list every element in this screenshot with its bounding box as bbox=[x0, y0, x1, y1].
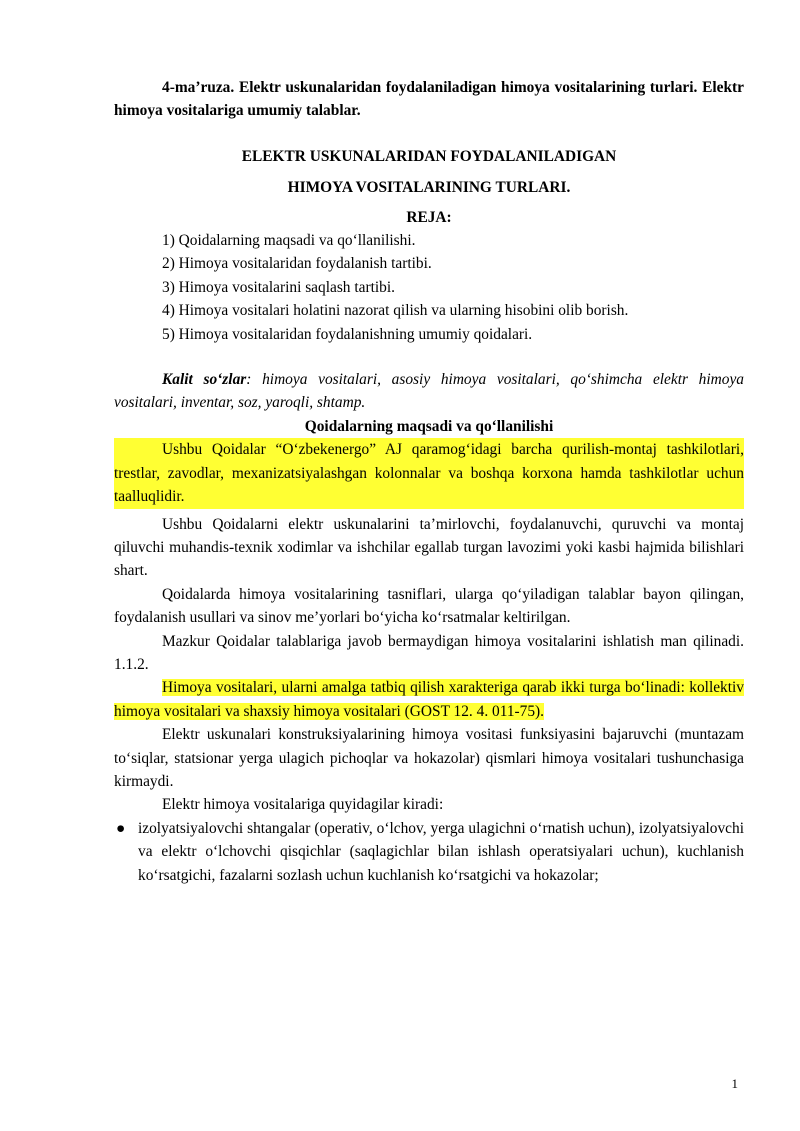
paragraph-highlighted: Ushbu Qoidalar “O‘zbekenergo” AJ qaramog‘idagi barcha qurilish-montaj tashkilotlari, trestlar, zavodlar, mexanizatsiyalashgan kolonnalar va boshqa korxona hamda tashkilotlar uchun taalluqlidir. bbox=[114, 438, 744, 508]
bullet-text: izolyatsiyalovchi shtangalar (operativ, o‘lchov, yerga ulagichni o‘rnatish uchun), izolyatsiyalovchi va elektr o‘lchovchi qisqichlar (saqlagichlar bilan ishlash operatsiyalari uchun), kuchlanish ko‘rsatgichi, fazalarni sozlash uchun kuchlanish ko‘rsatgichi va hokazolar; bbox=[138, 819, 744, 884]
section-title: Qoidalarning maqsadi va qo‘llanilishi bbox=[304, 417, 554, 435]
paragraph: Ushbu Qoidalarni elektr uskunalarini ta’mirlovchi, foydalanuvchi, quruvchi va montaj qiluvchi muhandis-texnik xodimlar va ishchilar egallab turgan lavozimi yoki kasbi hajmida bilishlari shart. bbox=[114, 515, 744, 580]
plan-title: REJA: bbox=[406, 208, 452, 226]
plan-item: 4) Himoya vositalari holatini nazorat qilish va ularning hisobini olib borish. bbox=[162, 302, 629, 320]
paragraph-highlighted bbox=[114, 676, 744, 723]
plan-item: 2) Himoya vositalaridan foydalanish tartibi. bbox=[162, 255, 432, 273]
document-page bbox=[114, 76, 744, 887]
paragraph: Mazkur Qoidalar talablariga javob bermaydigan himoya vositalarini ishlatish man qilinadi. 1.1.2. bbox=[114, 632, 744, 673]
main-title-line1: ELEKTR USKUNALARIDAN FOYDALANILADIGAN bbox=[241, 147, 617, 165]
page-number: 1 bbox=[731, 1076, 738, 1091]
plan-item: 3) Himoya vositalarini saqlash tartibi. bbox=[162, 278, 395, 296]
keywords-label: Kalit so‘zlar bbox=[162, 371, 247, 389]
keywords-paragraph bbox=[114, 368, 744, 415]
lecture-heading: 4-ma’ruza. Elektr uskunalaridan foydalaniladigan himoya vositalarining turlari. Elektr himoya vositalariga umumiy talablar. bbox=[114, 79, 744, 120]
keywords-text: : himoya vositalari, asosiy himoya vositalari, qo‘shimcha elektr himoya vositalari, inventar, soz, yaroqli, shtamp. bbox=[114, 371, 744, 412]
paragraph: Elektr uskunalari konstruksiyalarining himoya vositasi funksiyasini bajaruvchi (muntazam to‘siqlar, statsionar yerga ulagich pichoqlar va hokazolar) qismlari himoya vositalari tushunchasiga kirmaydi. bbox=[114, 726, 744, 790]
paragraph: Qoidalarda himoya vositalarining tasniflari, ularga qo‘yiladigan talablar bayon qilingan, foydalanish usullari va sinov me’yorlari bo‘yicha ko‘rsatmalar keltirilgan. bbox=[114, 585, 744, 627]
bullet-list-item bbox=[114, 817, 744, 887]
plan-item: 1) Qoidalarning maqsadi va qo‘llanilishi. bbox=[162, 232, 416, 250]
highlighted-text: Himoya vositalari, ularni amalga tatbiq qilish xarakteriga qarab ikki turga bo‘linadi: kollektiv himoya vositalari va shaxsiy himoya vositalari (GOST 12. 4. 011-75). bbox=[114, 679, 744, 720]
paragraph: Elektr himoya vositalariga quyidagilar kiradi: bbox=[162, 796, 444, 814]
plan-list bbox=[114, 229, 744, 346]
main-title-line2: HIMOYA VOSITALARINING TURLARI. bbox=[287, 179, 571, 197]
plan-item: 5) Himoya vositalaridan foydalanishning umumiy qoidalari. bbox=[162, 325, 533, 343]
bullet-icon: ● bbox=[116, 819, 126, 837]
